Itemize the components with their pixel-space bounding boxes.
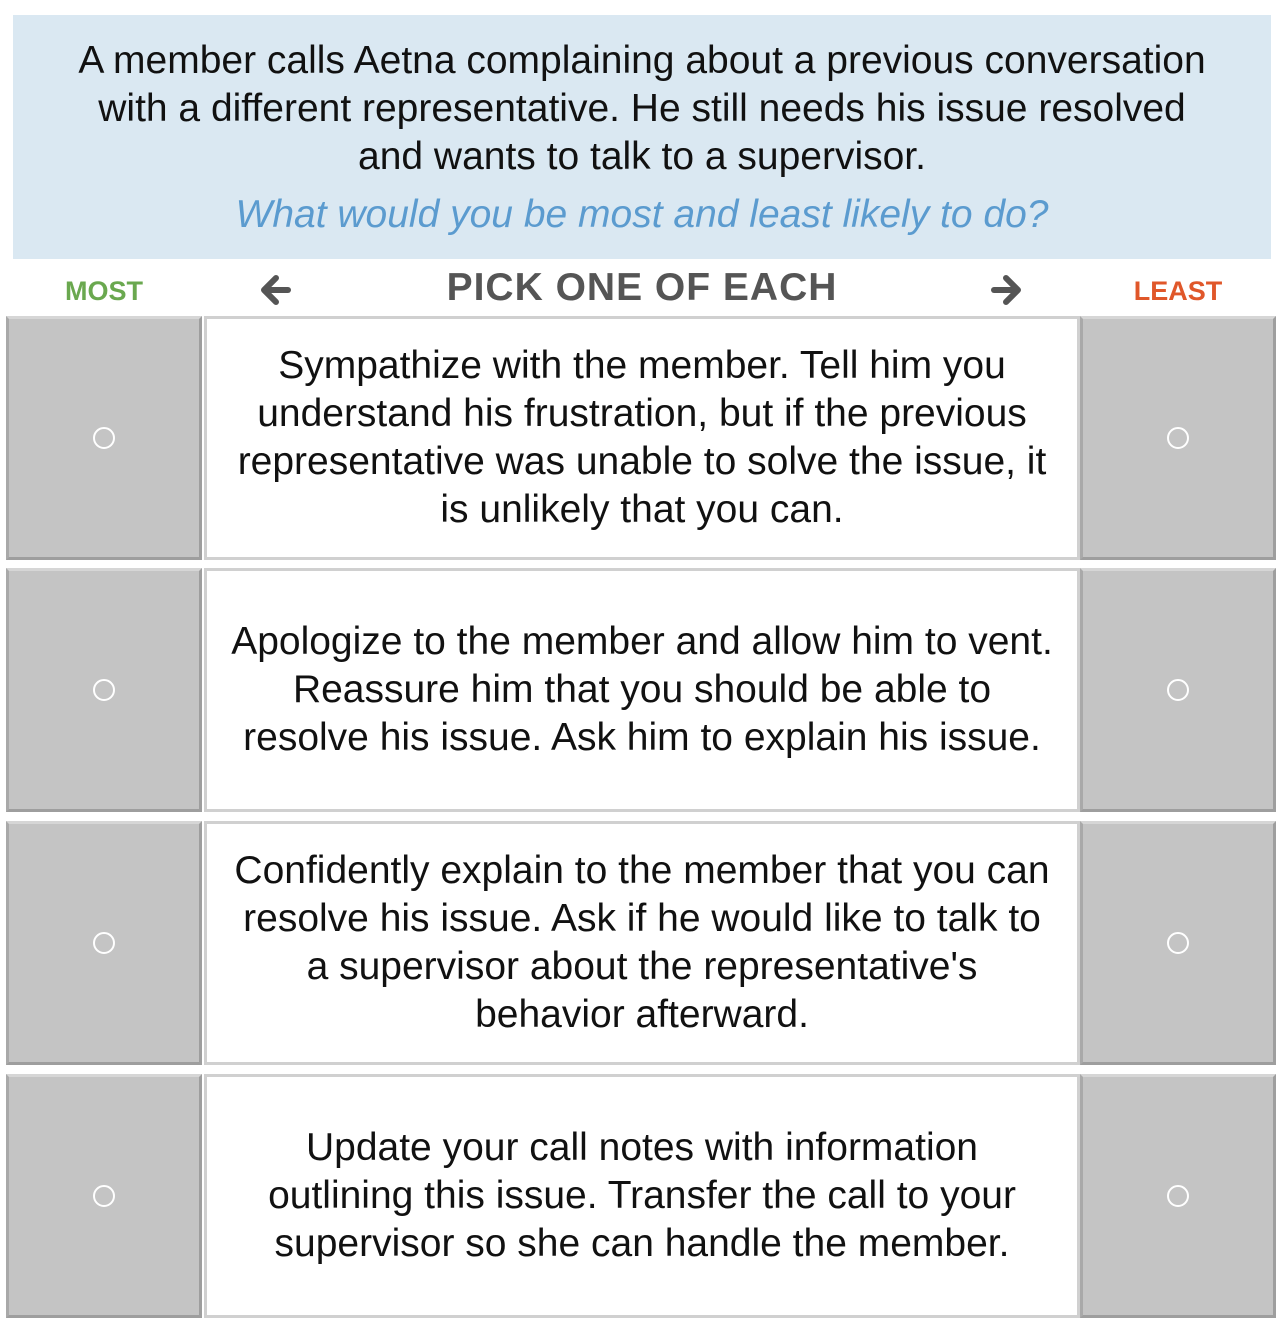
option-text: Apologize to the member and allow him to vent. Reassure him that you should be able to resolve his issue. Ask him to explain his issue. (231, 620, 1053, 759)
radio-empty-icon (1167, 427, 1189, 449)
most-label: MOST (65, 276, 143, 306)
least-label: LEAST (1133, 276, 1223, 306)
radio-empty-icon (1167, 932, 1189, 954)
option-4[interactable] (204, 1074, 1080, 1318)
radio-empty-icon (93, 1185, 115, 1207)
option-text: Sympathize with the member. Tell him you understand his frustration, but if the previous representative was unable to solve the issue, it is unlikely that you can. (237, 344, 1047, 531)
least-radio-3[interactable] (1080, 821, 1276, 1065)
arrow-right-icon (990, 272, 1026, 308)
radio-empty-icon (1167, 679, 1189, 701)
radio-empty-icon (93, 679, 115, 701)
option-row-1 (0, 316, 1284, 560)
least-radio-4[interactable] (1080, 1074, 1276, 1318)
column-header (0, 262, 1284, 314)
option-row-3 (0, 821, 1284, 1065)
radio-empty-icon (93, 427, 115, 449)
radio-empty-icon (93, 932, 115, 954)
option-1[interactable] (204, 316, 1080, 560)
scenario-question: What would you be most and least likely to do? (235, 193, 1049, 236)
option-row-2 (0, 568, 1284, 812)
option-2[interactable] (204, 568, 1080, 812)
most-radio-1[interactable] (6, 316, 202, 560)
arrow-left-icon (256, 272, 292, 308)
most-radio-4[interactable] (6, 1074, 202, 1318)
option-row-4 (0, 1074, 1284, 1318)
most-radio-3[interactable] (6, 821, 202, 1065)
radio-empty-icon (1167, 1185, 1189, 1207)
scenario-panel (13, 15, 1271, 259)
most-radio-2[interactable] (6, 568, 202, 812)
option-text: Update your call notes with information outlining this issue. Transfer the call to your supervisor so she can handle the member. (268, 1126, 1016, 1265)
option-text: Confidently explain to the member that you can resolve his issue. Ask if he would like to talk to a supervisor about the representative's behavior afterward. (234, 849, 1050, 1036)
pick-instruction: PICK ONE OF EACH (446, 266, 838, 309)
scenario-text: A member calls Aetna complaining about a previous conversation with a different representative. He still needs his issue resolved and wants to talk to a supervisor. (78, 39, 1206, 178)
least-radio-2[interactable] (1080, 568, 1276, 812)
least-radio-1[interactable] (1080, 316, 1276, 560)
option-3[interactable] (204, 821, 1080, 1065)
